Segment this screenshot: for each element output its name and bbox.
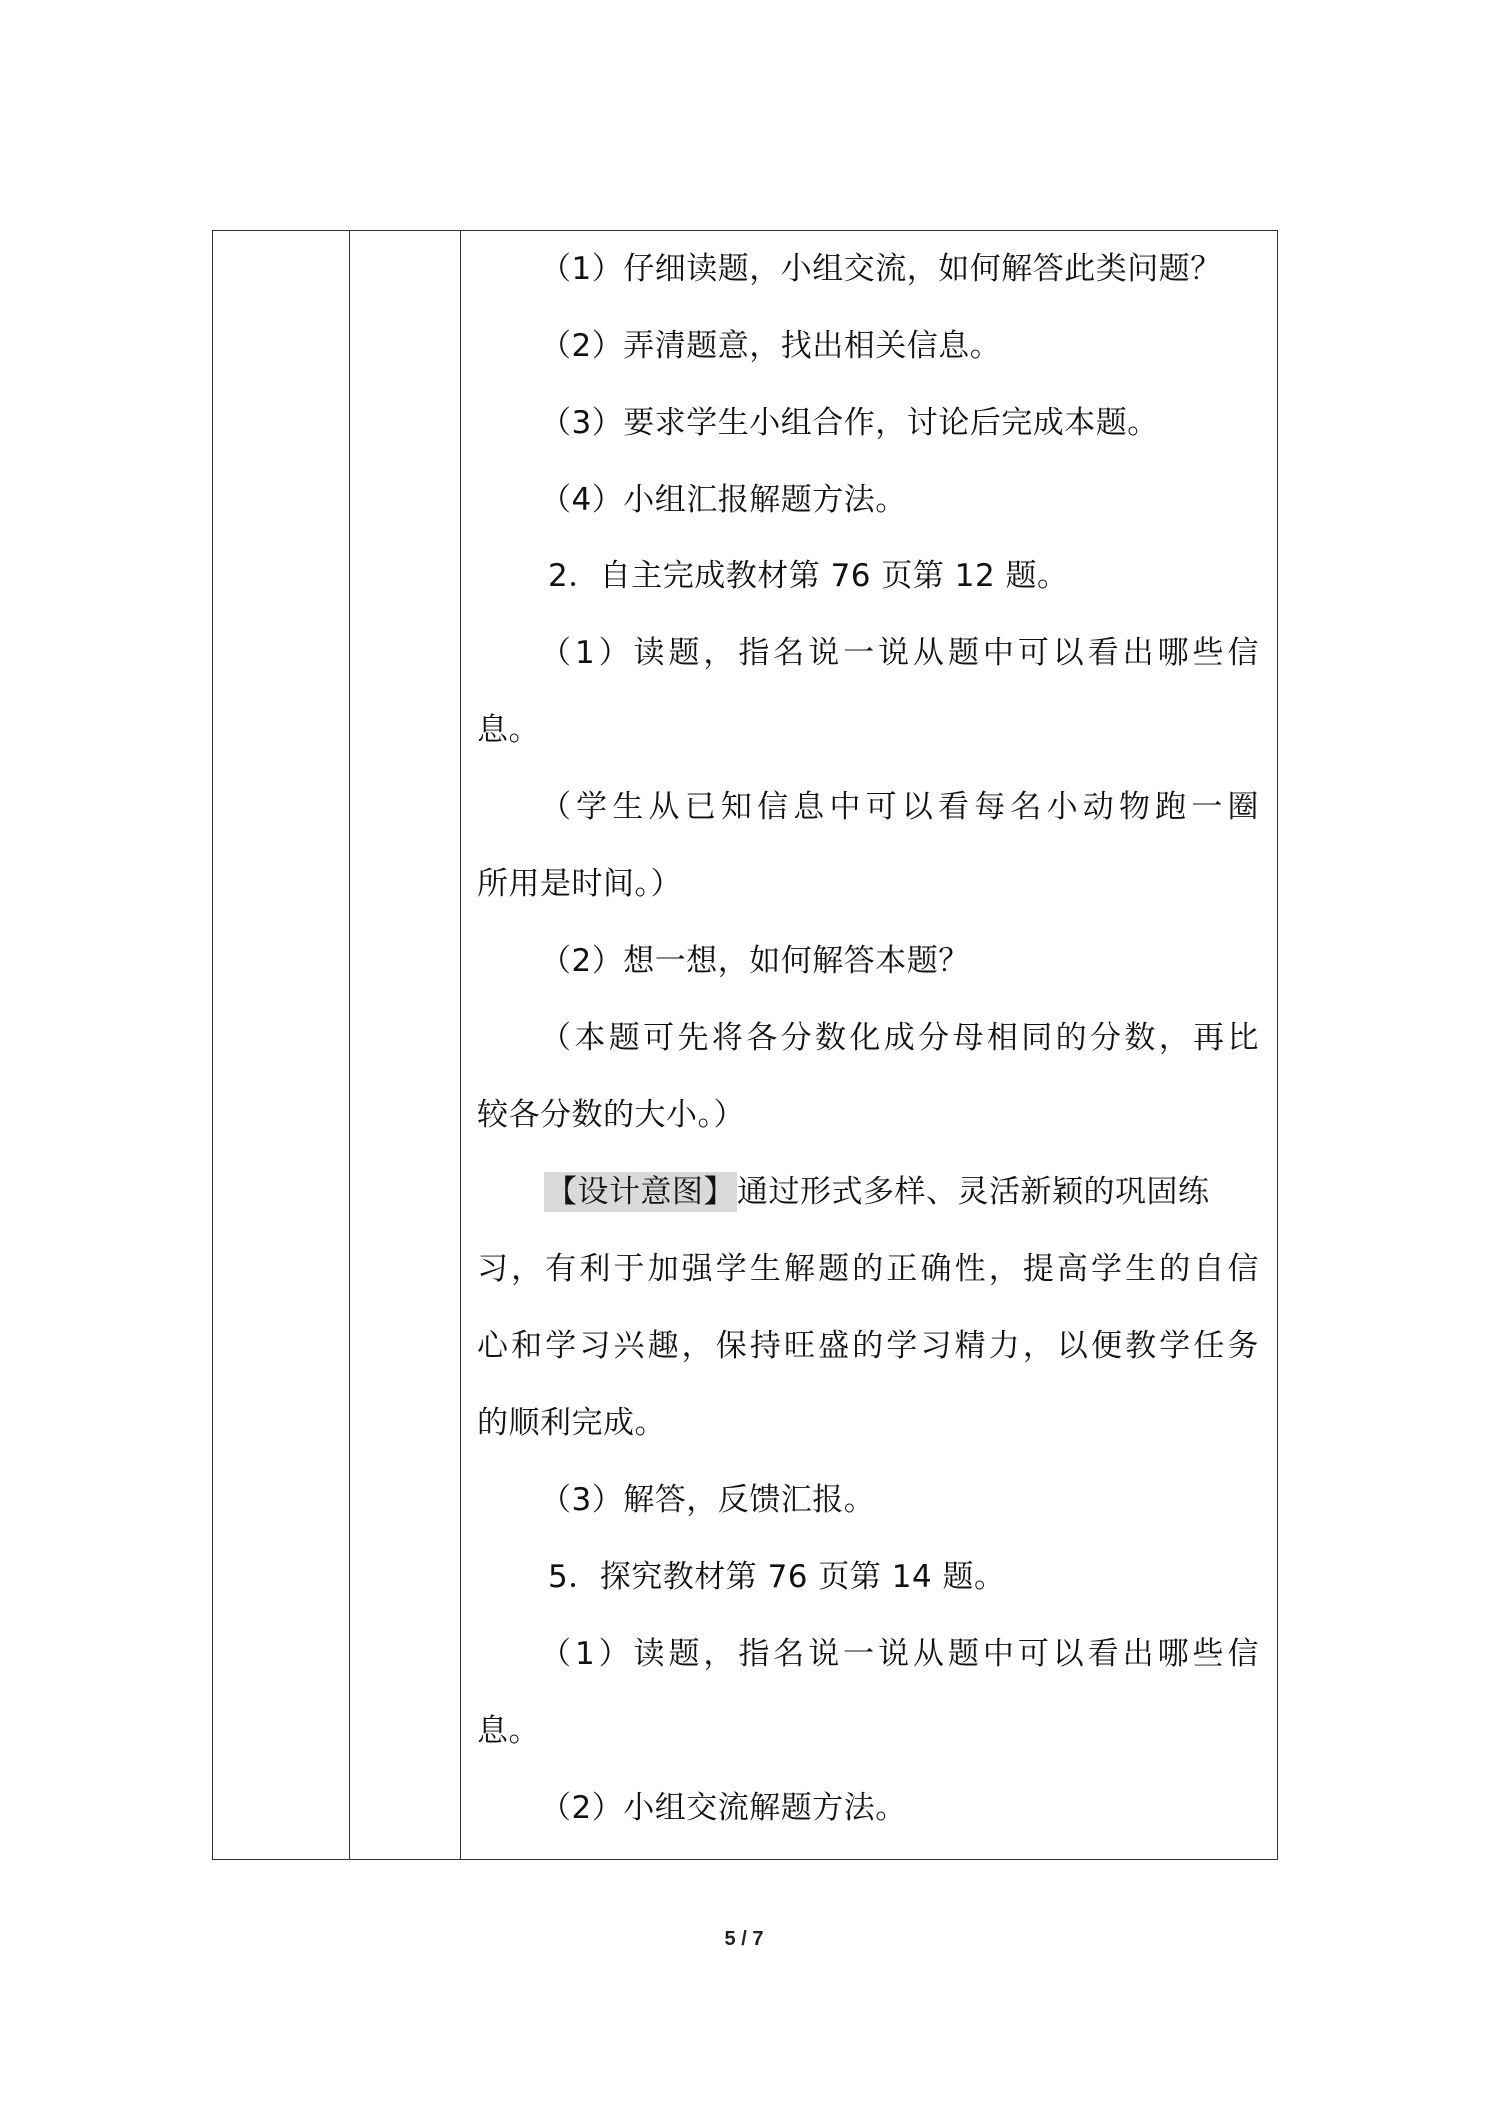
text-line: 心和学习兴趣，保持旺盛的学习精力，以便教学任务 (477, 1328, 1259, 1364)
column-divider-2 (460, 231, 461, 1859)
text-line: （2）小组交流解题方法。 (540, 1790, 907, 1826)
text-line: 所用是时间。） (477, 866, 682, 902)
text-line: 2．自主完成教材第 76 页第 12 题。 (548, 558, 1069, 594)
text-line: 较各分数的大小。） (477, 1097, 745, 1133)
column-divider-1 (349, 231, 350, 1859)
design-intent-line (477, 1172, 1210, 1212)
lesson-table (212, 230, 1278, 1860)
text-line: （学生从已知信息中可以看每名小动物跑一圈 (540, 789, 1259, 825)
text-line: （3）解答，反馈汇报。 (540, 1482, 876, 1518)
text-line: 的顺利完成。 (477, 1405, 666, 1441)
text-line: 通过形式多样、灵活新颖的巩固练 (737, 1174, 1210, 1210)
text-line: （1）读题，指名说一说从题中可以看出哪些信 (540, 1636, 1259, 1672)
text-line: （2）弄清题意，找出相关信息。 (540, 328, 1002, 364)
text-line: （1）仔细读题，小组交流，如何解答此类问题？ (540, 251, 1222, 287)
text-line: 5．探究教材第 76 页第 14 题。 (548, 1559, 1006, 1595)
design-intent-tag: 【设计意图】 (546, 1174, 735, 1210)
text-line: （3）要求学生小组合作，讨论后完成本题。 (540, 405, 1159, 441)
page-number: 5 / 7 (724, 1928, 764, 1950)
text-line: （本题可先将各分数化成分母相同的分数，再比 (540, 1020, 1259, 1056)
text-line: 习，有利于加强学生解题的正确性，提高学生的自信 (477, 1251, 1259, 1287)
text-line: 息。 (477, 1713, 540, 1749)
text-line: （4）小组汇报解题方法。 (540, 482, 907, 518)
text-line: 息。 (477, 712, 540, 748)
text-line: （1）读题，指名说一说从题中可以看出哪些信 (540, 635, 1259, 671)
text-line: （2）想一想，如何解答本题？ (540, 943, 970, 979)
